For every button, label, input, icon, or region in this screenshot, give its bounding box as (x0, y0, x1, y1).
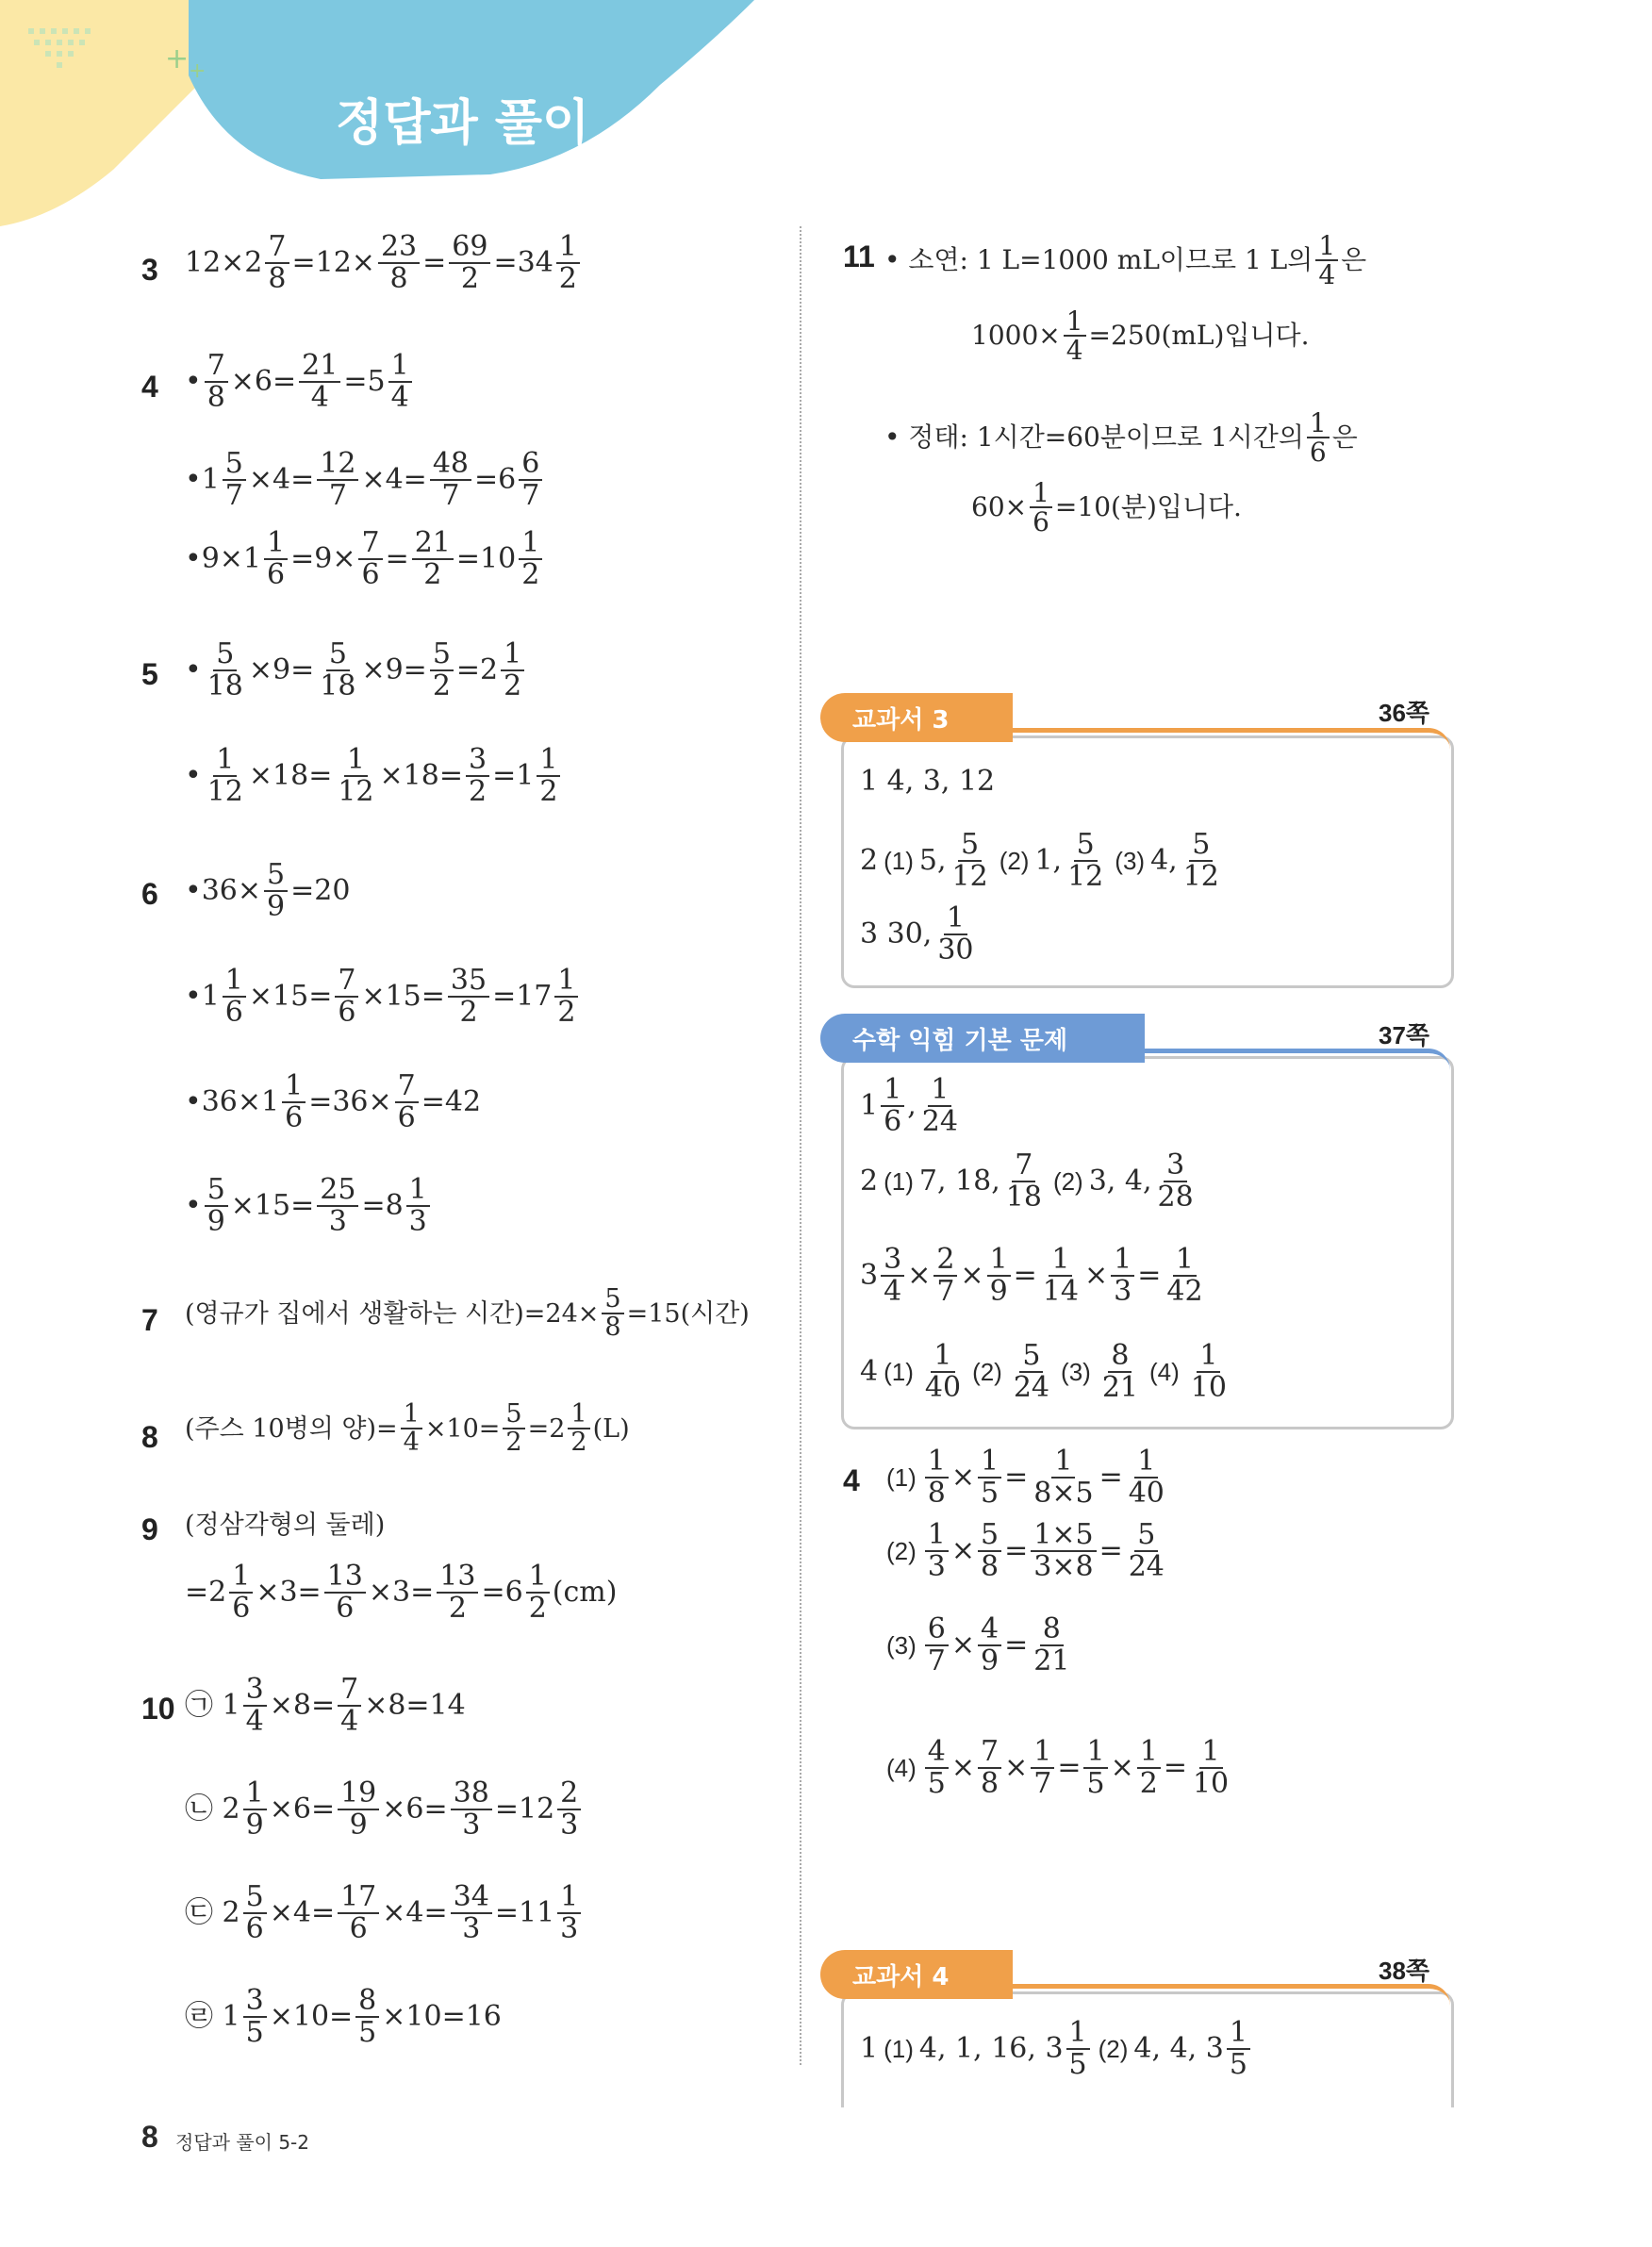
tb4-row1-data (0, 0, 16, 1)
tb4-row1: 1 (1) 4, 1, 16, 3 $\frac{1}{5}$ (2) 4, 4, 3 $\frac{1}{5}$ (860, 2018, 1253, 2079)
q6-d: • $\frac{5}{9}$ ×15= $\frac{25}{3}$ =8 $\frac{1}{3}$ (185, 1175, 433, 1236)
q6-c: •36×1 $\frac{1}{6}$ =36× $\frac{7}{6}$ =42 (185, 1069, 482, 1134)
q8-solution: (주스 10병의 양)= $\frac{1}{4}$ ×10= $\frac{5}{2}$ =2 $\frac{1}{2}$ (L) (185, 1399, 630, 1458)
practice-page: 37쪽 (1379, 1021, 1430, 1049)
tb3-row1: 1 4, 3, 12 (860, 765, 996, 798)
textbook3-page: 36쪽 (1379, 699, 1430, 727)
q5-number: 5 (141, 657, 158, 691)
footer-page-number: 8 (141, 2120, 158, 2154)
textbook4-page: 38쪽 (1379, 1957, 1430, 1985)
q4-b: •1 $\frac{5}{7}$ ×4= $\frac{12}{7}$ ×4= $\frac{48}{7}$ =6 $\frac{6}{7}$ (185, 449, 545, 510)
page-title: 정답과 풀이 (336, 95, 590, 152)
textbook3-tab: 교과서 3 (820, 693, 1013, 742)
rq4-a: (1) $\frac{1}{8}$ × $\frac{1}{5}$ = $\frac{1}{8\times 5}$ = $\frac{1}{40}$ (886, 1445, 1165, 1510)
q4-c: •9×1 $\frac{1}{6}$ =9× $\frac{7}{6}$ = $\frac{21}{2}$ =10 $\frac{1}{2}$ (185, 528, 545, 589)
tb3-row2: 2 (1) 5, $\frac{5}{12}$ (2) 1, $\frac{5}{12}$ (3) 4, $\frac{5}{12}$ (860, 828, 1219, 893)
q10-a: ㉠ 1 $\frac{3}{4}$ ×8= $\frac{7}{4}$ ×8=14 (185, 1673, 466, 1738)
textbook4-tab: 교과서 4 (820, 1950, 1013, 1999)
rq4-c: (3) $\frac{6}{7}$ × $\frac{4}{9}$ = $\frac{8}{21}$ (886, 1612, 1070, 1677)
q10-c: ㉢ 2 $\frac{5}{6}$ ×4= $\frac{17}{6}$ ×4= $\frac{34}{3}$ =11 $\frac{1}{3}$ (185, 1882, 584, 1943)
q8-number: 8 (141, 1420, 158, 1454)
practice-row4: 4 (1) $\frac{1}{40}$ (2) $\frac{5}{24}$ (3) $\frac{8}{21}$ (4) $\frac{1}{10}$ (860, 1339, 1227, 1404)
q11-b2: 60× $\frac{1}{6}$ =10(분)입니다. (971, 477, 1242, 538)
q5-a: • $\frac{5}{18}$ ×9= $\frac{5}{18}$ ×9= $\frac{5}{2}$ =2 $\frac{1}{2}$ (185, 639, 527, 701)
q4-a: • $\frac{7}{8}$ ×6= $\frac{21}{4}$ =5 $\frac{1}{4}$ (185, 351, 415, 412)
q9-line1: (정삼각형의 둘레) (185, 1511, 386, 1540)
q9-line2: =2 $\frac{1}{6}$ ×3= $\frac{13}{6}$ ×3= $\frac{13}{2}$ =6 $\frac{1}{2}$ (cm) (185, 1560, 618, 1625)
q10-d: ㉣ 1 $\frac{3}{5}$ ×10= $\frac{8}{5}$ ×10=16 (185, 1984, 502, 2049)
svg-text:+: + (189, 59, 206, 83)
q3-solution: 12×2 $\frac{7}{8}$ =12× $\frac{23}{8}$ = $\frac{69}{2}$ =34 $\frac{1}{2}$ (185, 232, 583, 293)
practice-row3: 3 $\frac{3}{4}$ × $\frac{2}{7}$ × $\frac{1}{9}$ = $\frac{1}{14}$ × $\frac{1}{3}$ = $\frac{1}{42}$ (860, 1243, 1203, 1308)
rq4-b: (2) $\frac{1}{3}$ × $\frac{5}{8}$ = $\frac{1\times 5}{3\times 8}$ = $\frac{5}{24}$ (886, 1518, 1165, 1583)
rq4-d: (4) $\frac{4}{5}$ × $\frac{7}{8}$ × $\frac{1}{7}$ = $\frac{1}{5}$ × $\frac{1}{2}$ = $\frac{1}{10}$ (886, 1735, 1230, 1800)
q9-number: 9 (141, 1512, 158, 1546)
column-divider (800, 226, 801, 2065)
q11-a2: 1000× $\frac{1}{4}$ =250(mL)입니다. (971, 306, 1310, 367)
q10-number: 10 (141, 1692, 175, 1726)
footer-book-title: 정답과 풀이 5-2 (175, 2131, 309, 2154)
svg-text:+: + (165, 42, 190, 75)
q7-number: 7 (141, 1303, 158, 1337)
q6-number: 6 (141, 877, 158, 911)
tb3-row3: 3 30, $\frac{1}{30}$ (860, 901, 974, 967)
practice-tab: 수학 익힘 기본 문제 (820, 1014, 1145, 1063)
q6-a: •36× $\frac{5}{9}$ =20 (185, 858, 351, 923)
header-decoration (0, 0, 1652, 226)
q11-a1: • 소연: 1 L=1000 mL이므로 1 L의 $\frac{1}{4}$ 은 (884, 230, 1367, 291)
q3-number: 3 (141, 253, 158, 287)
q10-b: ㉡ 2 $\frac{1}{9}$ ×6= $\frac{19}{9}$ ×6= $\frac{38}{3}$ =12 $\frac{2}{3}$ (185, 1778, 584, 1840)
q5-b: • $\frac{1}{12}$ ×18= $\frac{1}{12}$ ×18= $\frac{3}{2}$ =1 $\frac{1}{2}$ (185, 745, 563, 806)
q7-solution: (영규가 집에서 생활하는 시간)=24× $\frac{5}{8}$ =15(시간) (185, 1284, 750, 1343)
q6-b: •1 $\frac{1}{6}$ ×15= $\frac{7}{6}$ ×15= $\frac{35}{2}$ =17 $\frac{1}{2}$ (185, 966, 581, 1027)
q11-number: 11 (843, 240, 875, 273)
practice-row1: 1 $\frac{1}{6}$ , $\frac{1}{24}$ (860, 1073, 958, 1138)
q4-number: 4 (141, 370, 158, 404)
practice-row2: 2 (1) 7, 18, $\frac{7}{18}$ (2) 3, 4, $\frac{3}{28}$ (860, 1148, 1194, 1214)
rq4-number: 4 (843, 1463, 860, 1497)
q11-b1: • 정태: 1시간=60분이므로 1시간의 $\frac{1}{6}$ 은 (884, 407, 1358, 469)
